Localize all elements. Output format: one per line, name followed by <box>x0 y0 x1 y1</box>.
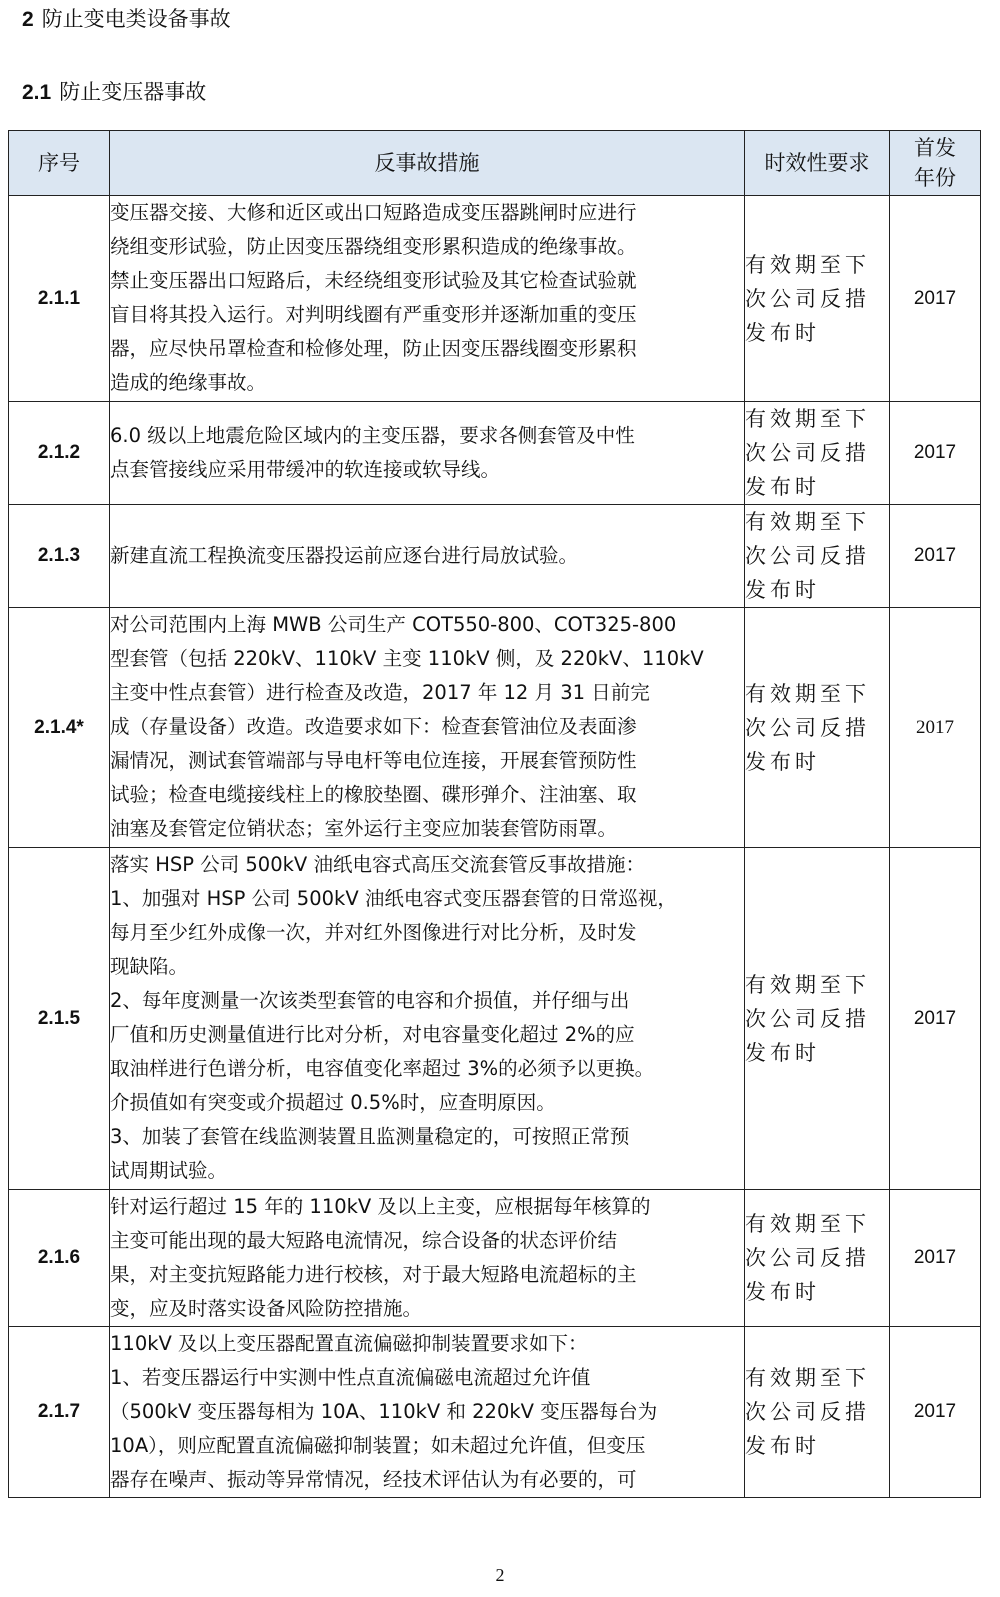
table-header-row <box>9 131 981 196</box>
measure-line: 漏情况，测试套管端部与导电杆等电位连接，开展套管预防性 <box>110 749 637 772</box>
measure-line: 10A），则应配置直流偏磁抑制装置；如未超过允许值，但变压 <box>110 1434 646 1457</box>
measure-line: 绕组变形试验，防止因变压器绕组变形累积造成的绝缘事故。 <box>110 235 637 258</box>
row-first-year: 2017 <box>890 848 981 1190</box>
table-row <box>9 1190 981 1327</box>
measure-line: 点套管接线应采用带缓冲的软连接或软导线。 <box>110 458 501 481</box>
measure-line: 试验；检查电缆接线柱上的橡胶垫圈、碟形弹介、注油塞、取 <box>110 783 637 806</box>
time-line: 发布时 <box>745 1280 820 1304</box>
header-year <box>890 131 981 196</box>
row-first-year: 2017 <box>890 1190 981 1327</box>
time-line: 发布时 <box>745 1434 820 1458</box>
row-measure <box>110 608 745 848</box>
time-line: 发布时 <box>745 749 820 774</box>
measure-line: 针对运行超过 15 年的 110kV 及以上主变，应根据每年核算的 <box>110 1195 651 1218</box>
measure-line: 6.0 级以上地震危险区域内的主变压器，要求各侧套管及中性 <box>110 424 635 447</box>
header-seq: 序号 <box>9 131 110 196</box>
measure-line: 取油样进行色谱分析，电容值变化率超过 3%的必须予以更换。 <box>110 1057 655 1080</box>
subsection-title: 防止变压器事故 <box>59 80 207 104</box>
measure-line: 2、每年度测量一次该类型套管的电容和介损值，并仔细与出 <box>110 989 630 1012</box>
row-time-requirement <box>745 196 890 402</box>
measure-line: 型套管（包括 220kV、110kV 主变 110kV 侧，及 220kV、110kV <box>110 647 704 670</box>
measure-line: （500kV 变压器每相为 10A、110kV 和 220kV 变压器每台为 <box>110 1400 658 1423</box>
table-row <box>9 1327 981 1498</box>
section-number: 2 <box>22 8 34 31</box>
row-seq: 2.1.1 <box>9 196 110 402</box>
section-heading <box>22 6 231 33</box>
measure-line: 造成的绝缘事故。 <box>110 371 267 394</box>
row-measure <box>110 1327 745 1498</box>
table-row <box>9 402 981 505</box>
row-measure <box>110 196 745 402</box>
row-seq: 2.1.3 <box>9 505 110 608</box>
measure-line: 变，应及时落实设备风险防控措施。 <box>110 1297 423 1320</box>
time-line: 发布时 <box>745 578 820 602</box>
subsection-heading <box>22 79 206 106</box>
row-seq: 2.1.4* <box>9 608 110 848</box>
measures-table <box>8 130 981 1498</box>
row-first-year: 2017 <box>890 608 981 848</box>
time-line: 发布时 <box>745 1040 820 1065</box>
measure-line: 3、加装了套管在线监测装置且监测量稳定的，可按照正常预 <box>110 1125 630 1148</box>
row-first-year: 2017 <box>890 505 981 608</box>
measure-line: 对公司范围内上海 MWB 公司生产 COT550-800、COT325-800 <box>110 613 677 636</box>
table-row <box>9 848 981 1190</box>
measure-line: 新建直流工程换流变压器投运前应逐台进行局放试验。 <box>110 544 579 567</box>
row-measure <box>110 848 745 1190</box>
measure-line: 成（存量设备）改造。改造要求如下：检查套管油位及表面渗 <box>110 715 637 738</box>
measure-line: 禁止变压器出口短路后，未经绕组变形试验及其它检查试验就 <box>110 269 637 292</box>
row-time-requirement <box>745 608 890 848</box>
measure-line: 器存在噪声、振动等异常情况，经技术评估认为有必要的，可 <box>110 1468 637 1491</box>
time-line: 次公司反措 <box>745 1400 870 1424</box>
time-line: 次公司反措 <box>745 1246 870 1270</box>
measure-line: 1、若变压器运行中实测中性点直流偏磁电流超过允许值 <box>110 1366 591 1389</box>
row-measure <box>110 1190 745 1327</box>
measure-line: 试周期试验。 <box>110 1159 228 1182</box>
row-first-year: 2017 <box>890 402 981 505</box>
time-line: 有效期至下 <box>745 407 870 431</box>
measure-line: 器，应尽快吊罩检查和检修处理，防止因变压器线圈变形累积 <box>110 337 637 360</box>
time-line: 有效期至下 <box>745 252 870 277</box>
section-title: 防止变电类设备事故 <box>41 7 231 31</box>
time-line: 次公司反措 <box>745 441 870 465</box>
row-time-requirement <box>745 1190 890 1327</box>
header-year-line1: 首发 <box>914 136 956 160</box>
row-seq: 2.1.6 <box>9 1190 110 1327</box>
row-measure <box>110 402 745 505</box>
row-first-year: 2017 <box>890 196 981 402</box>
row-time-requirement <box>745 505 890 608</box>
measure-line: 油塞及套管定位销状态；室外运行主变应加装套管防雨罩。 <box>110 817 618 840</box>
time-line: 发布时 <box>745 475 820 499</box>
measure-line: 每月至少红外成像一次，并对红外图像进行对比分析，及时发 <box>110 921 637 944</box>
measure-line: 果，对主变抗短路能力进行校核，对于最大短路电流超标的主 <box>110 1263 637 1286</box>
time-line: 次公司反措 <box>745 286 870 311</box>
measure-line: 现缺陷。 <box>110 955 189 978</box>
page-number: 2 <box>495 1565 505 1585</box>
row-seq: 2.1.5 <box>9 848 110 1190</box>
table-row <box>9 608 981 848</box>
measure-line: 盲目将其投入运行。对判明线圈有严重变形并逐渐加重的变压 <box>110 303 637 326</box>
measure-line: 110kV 及以上变压器配置直流偏磁抑制装置要求如下： <box>110 1332 588 1355</box>
time-line: 有效期至下 <box>745 1366 870 1390</box>
header-measure: 反事故措施 <box>110 131 745 196</box>
measure-line: 主变中性点套管）进行检查及改造，2017 年 12 月 31 日前完 <box>110 681 650 704</box>
measure-line: 变压器交接、大修和近区或出口短路造成变压器跳闸时应进行 <box>110 201 637 224</box>
time-line: 有效期至下 <box>745 972 870 997</box>
header-time: 时效性要求 <box>745 131 890 196</box>
time-line: 次公司反措 <box>745 715 870 740</box>
time-line: 有效期至下 <box>745 1212 870 1236</box>
time-line: 有效期至下 <box>745 681 870 706</box>
measure-line: 主变可能出现的最大短路电流情况，综合设备的状态评价结 <box>110 1229 618 1252</box>
row-time-requirement <box>745 848 890 1190</box>
row-time-requirement <box>745 1327 890 1498</box>
row-time-requirement <box>745 402 890 505</box>
row-measure <box>110 505 745 608</box>
time-line: 次公司反措 <box>745 544 870 568</box>
table-row <box>9 505 981 608</box>
row-first-year: 2017 <box>890 1327 981 1498</box>
time-line: 有效期至下 <box>745 510 870 534</box>
measure-line: 介损值如有突变或介损超过 0.5%时，应查明原因。 <box>110 1091 556 1114</box>
time-line: 发布时 <box>745 320 820 345</box>
time-line: 次公司反措 <box>745 1006 870 1031</box>
measure-line: 厂值和历史测量值进行比对分析，对电容量变化超过 2%的应 <box>110 1023 635 1046</box>
row-seq: 2.1.7 <box>9 1327 110 1498</box>
table-row <box>9 196 981 402</box>
measure-line: 1、加强对 HSP 公司 500kV 油纸电容式变压器套管的日常巡视， <box>110 887 677 910</box>
row-seq: 2.1.2 <box>9 402 110 505</box>
subsection-number: 2.1 <box>22 81 52 104</box>
header-year-line2: 年份 <box>914 166 956 190</box>
measure-line: 落实 HSP 公司 500kV 油纸电容式高压交流套管反事故措施： <box>110 853 645 876</box>
